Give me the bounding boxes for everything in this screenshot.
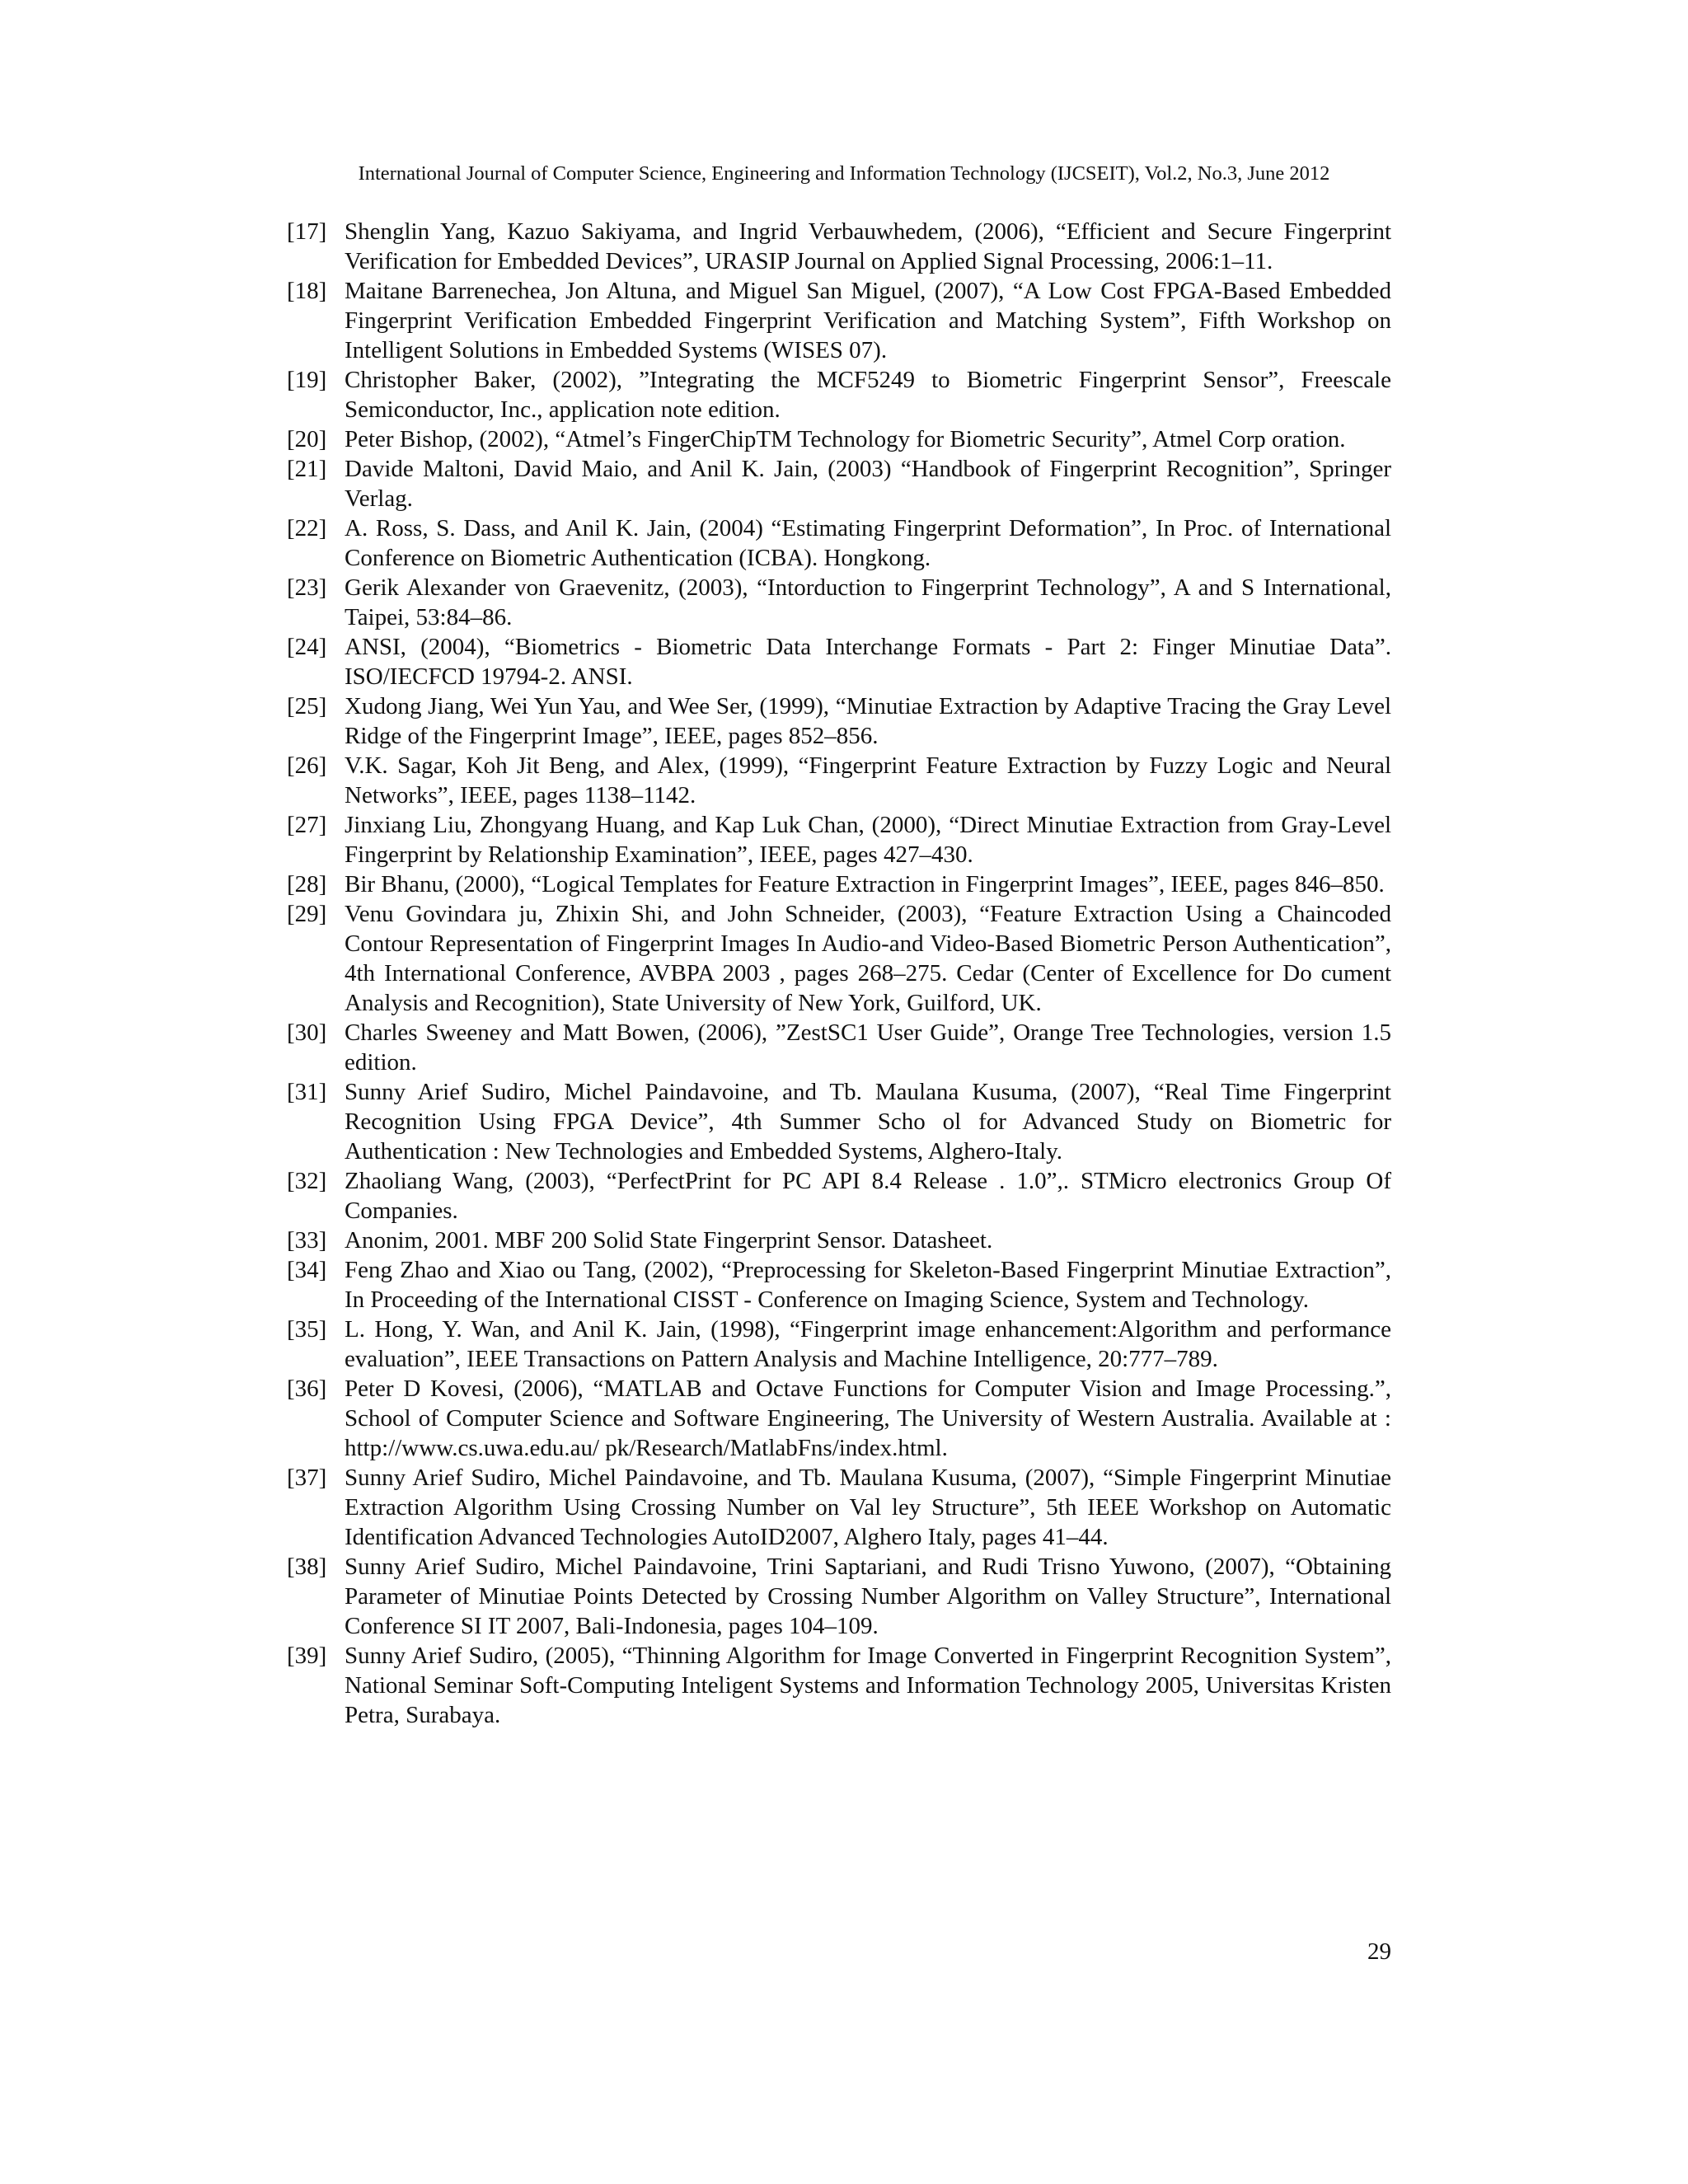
reference-text: Christopher Baker, (2002), ”Integrating the MCF5249 to Biometric Fingerprint Sensor”, Freescale Semiconductor, Inc., application note edition.: [345, 367, 1391, 423]
reference-number: [17]: [287, 218, 327, 245]
reference-item: [287, 1255, 1391, 1315]
reference-number: [19]: [287, 367, 327, 393]
reference-item: [287, 1374, 1391, 1463]
reference-item: [287, 1166, 1391, 1226]
reference-text: Peter Bishop, (2002), “Atmel’s FingerChipTM Technology for Biometric Security”, Atmel Corp oration.: [345, 426, 1346, 452]
reference-number: [21]: [287, 456, 327, 482]
reference-number: [24]: [287, 634, 327, 660]
reference-number: [33]: [287, 1227, 327, 1254]
reference-number: [29]: [287, 901, 327, 927]
reference-item: [287, 513, 1391, 573]
reference-number: [31]: [287, 1079, 327, 1105]
reference-text: Jinxiang Liu, Zhongyang Huang, and Kap Luk Chan, (2000), “Direct Minutiae Extraction from Gray-Level Fingerprint by Relationship Examination”, IEEE, pages 427–430.: [345, 812, 1391, 868]
reference-number: [38]: [287, 1554, 327, 1580]
reference-number: [23]: [287, 574, 327, 601]
reference-item: [287, 365, 1391, 424]
reference-list: [287, 217, 1391, 1730]
reference-text: Charles Sweeney and Matt Bowen, (2006), ”ZestSC1 User Guide”, Orange Tree Technologies, version 1.5 edition.: [345, 1019, 1391, 1076]
reference-number: [32]: [287, 1168, 327, 1194]
reference-number: [39]: [287, 1643, 327, 1669]
reference-number: [30]: [287, 1019, 327, 1046]
reference-text: V.K. Sagar, Koh Jit Beng, and Alex, (1999), “Fingerprint Feature Extraction by Fuzzy Logic and Neural Networks”, IEEE, pages 1138–1142.: [345, 752, 1391, 808]
reference-number: [25]: [287, 693, 327, 719]
reference-text: Bir Bhanu, (2000), “Logical Templates for Feature Extraction in Fingerprint Images”, IEEE, pages 846–850.: [345, 871, 1385, 898]
reference-text: Sunny Arief Sudiro, (2005), “Thinning Algorithm for Image Converted in Fingerprint Recognition System”, National Seminar Soft-Computing Inteligent Systems and Information Technology 2005, Universitas Kristen Petra, Surabaya.: [345, 1643, 1391, 1728]
reference-item: [287, 1315, 1391, 1374]
reference-number: [27]: [287, 812, 327, 838]
reference-text: Shenglin Yang, Kazuo Sakiyama, and Ingrid Verbauwhedem, (2006), “Efficient and Secure Fingerprint Verification for Embedded Devices”, URASIP Journal on Applied Signal Processing, 2006:1–11.: [345, 218, 1391, 274]
reference-item: [287, 1552, 1391, 1641]
reference-text: Anonim, 2001. MBF 200 Solid State Fingerprint Sensor. Datasheet.: [345, 1227, 993, 1254]
reference-text: Zhaoliang Wang, (2003), “PerfectPrint for PC API 8.4 Release . 1.0”,. STMicro electronics Group Of Companies.: [345, 1168, 1391, 1224]
reference-text: Sunny Arief Sudiro, Michel Paindavoine, and Tb. Maulana Kusuma, (2007), “Simple Fingerprint Minutiae Extraction Algorithm Using Crossing Number on Val ley Structure”, 5th IEEE Workshop on Automatic Identification Advanced Technologies AutoID2007, Alghero Italy, pages 41–44.: [345, 1465, 1391, 1550]
reference-item: [287, 1077, 1391, 1166]
reference-item: [287, 1018, 1391, 1077]
reference-number: [18]: [287, 278, 327, 304]
reference-text: Venu Govindara ju, Zhixin Shi, and John Schneider, (2003), “Feature Extraction Using a Chaincoded Contour Representation of Fingerprint Images In Audio-and Video-Based Biometric Person Authentication”, 4th International Conference, AVBPA 2003 , pages 268–275. Cedar (Center of Excellence for Do cument Analysis and Recognition), State University of New York, Guilford, UK.: [345, 901, 1391, 1016]
reference-item: [287, 217, 1391, 276]
reference-text: Davide Maltoni, David Maio, and Anil K. Jain, (2003) “Handbook of Fingerprint Recognition”, Springer Verlag.: [345, 456, 1391, 512]
reference-item: [287, 1226, 1391, 1255]
reference-number: [22]: [287, 515, 327, 541]
page-number: 29: [1367, 1938, 1391, 1965]
reference-text: A. Ross, S. Dass, and Anil K. Jain, (2004) “Estimating Fingerprint Deformation”, In Proc. of International Conference on Biometric Authentication (ICBA). Hongkong.: [345, 515, 1391, 571]
reference-item: [287, 1463, 1391, 1552]
reference-number: [34]: [287, 1257, 327, 1283]
reference-item: [287, 869, 1391, 899]
reference-number: [37]: [287, 1465, 327, 1491]
reference-number: [28]: [287, 871, 327, 898]
reference-text: ANSI, (2004), “Biometrics - Biometric Data Interchange Formats - Part 2: Finger Minutiae Data”. ISO/IECFCD 19794-2. ANSI.: [345, 634, 1391, 690]
reference-number: [36]: [287, 1376, 327, 1402]
reference-item: [287, 573, 1391, 632]
reference-text: L. Hong, Y. Wan, and Anil K. Jain, (1998), “Fingerprint image enhancement:Algorithm and performance evaluation”, IEEE Transactions on Pattern Analysis and Machine Intelligence, 20:777–789.: [345, 1316, 1391, 1372]
reference-text: Sunny Arief Sudiro, Michel Paindavoine, and Tb. Maulana Kusuma, (2007), “Real Time Fingerprint Recognition Using FPGA Device”, 4th Summer Scho ol for Advanced Study on Biometric for Authentication : New Technologies and Embedded Systems, Alghero-Italy.: [345, 1079, 1391, 1165]
reference-number: [20]: [287, 426, 327, 452]
reference-text: Feng Zhao and Xiao ou Tang, (2002), “Preprocessing for Skeleton-Based Fingerprint Minutiae Extraction”, In Proceeding of the International CISST - Conference on Imaging Science, System and Technology.: [345, 1257, 1391, 1313]
reference-text: Maitane Barrenechea, Jon Altuna, and Miguel San Miguel, (2007), “A Low Cost FPGA-Based Embedded Fingerprint Verification Embedded Fingerprint Verification and Matching System”, Fifth Workshop on Intelligent Solutions in Embedded Systems (WISES 07).: [345, 278, 1391, 363]
reference-text: Peter D Kovesi, (2006), “MATLAB and Octave Functions for Computer Vision and Image Processing.”, School of Computer Science and Software Engineering, The University of Western Australia. Available at : http://www.cs.uwa.edu.au/ pk/Research/MatlabFns/index.html.: [345, 1376, 1391, 1461]
reference-item: [287, 424, 1391, 454]
reference-item: [287, 454, 1391, 513]
reference-number: [35]: [287, 1316, 327, 1343]
reference-number: [26]: [287, 752, 327, 779]
reference-item: [287, 810, 1391, 869]
reference-item: [287, 1641, 1391, 1730]
reference-item: [287, 691, 1391, 751]
reference-item: [287, 751, 1391, 810]
reference-item: [287, 276, 1391, 365]
reference-text: Gerik Alexander von Graevenitz, (2003), “Intorduction to Fingerprint Technology”, A and S International, Taipei, 53:84–86.: [345, 574, 1391, 630]
journal-header: International Journal of Computer Science, Engineering and Information Technology (IJCSEIT), Vol.2, No.3, June 2012: [358, 162, 1330, 185]
reference-item: [287, 899, 1391, 1018]
reference-text: Sunny Arief Sudiro, Michel Paindavoine, Trini Saptariani, and Rudi Trisno Yuwono, (2007), “Obtaining Parameter of Minutiae Points Detected by Crossing Number Algorithm on Valley Structure”, International Conference SI IT 2007, Bali-Indonesia, pages 104–109.: [345, 1554, 1391, 1639]
reference-text: Xudong Jiang, Wei Yun Yau, and Wee Ser, (1999), “Minutiae Extraction by Adaptive Tracing the Gray Level Ridge of the Fingerprint Image”, IEEE, pages 852–856.: [345, 693, 1391, 749]
reference-item: [287, 632, 1391, 691]
